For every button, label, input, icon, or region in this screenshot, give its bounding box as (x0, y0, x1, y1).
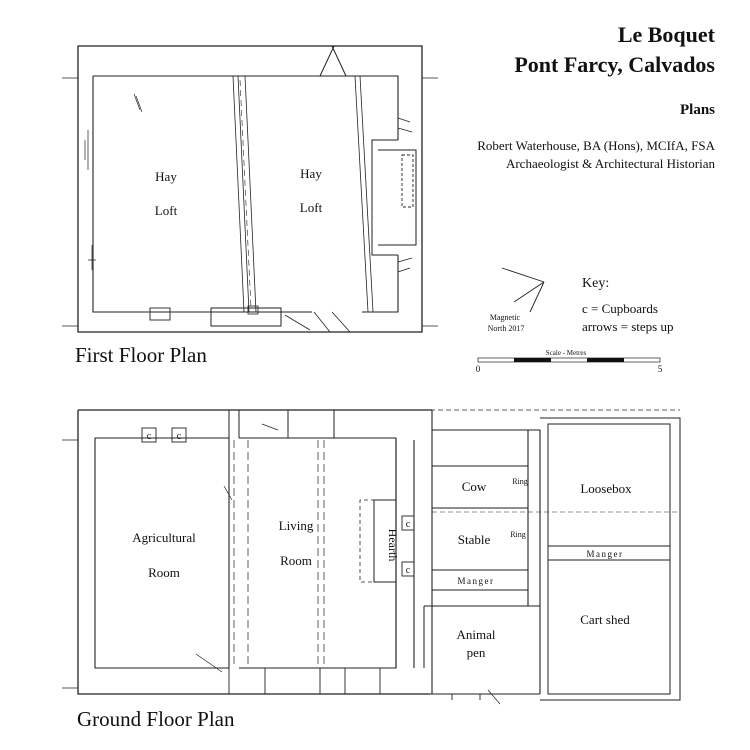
scale-bar-black-2 (587, 358, 624, 362)
room-living-line2: Room (280, 553, 312, 568)
first-floor-ext-ticks (62, 78, 438, 326)
room-loosebox: Loosebox (580, 481, 632, 496)
ground-south-openings (229, 668, 480, 700)
scale-bar-frame (478, 358, 660, 362)
author-name: Robert Waterhouse, BA (Hons), MCIfA, FSA (477, 138, 715, 153)
manger-right: Manger (586, 549, 624, 559)
first-floor-left-step-arrow (134, 94, 142, 112)
east-block-walls (540, 418, 680, 700)
cupboard-label-1: c (146, 431, 152, 442)
room-stable: Stable (457, 532, 491, 547)
scale-bar-title: Scale - Metres (545, 349, 587, 357)
room-agricultural-line1: Agricultural (132, 530, 196, 545)
cupboard-label-3: c (405, 519, 411, 530)
room-cow: Cow (461, 479, 487, 494)
north-arrow (488, 268, 544, 333)
scale-bar-start: 0 (475, 364, 481, 374)
scale-bar-end: 5 (657, 364, 663, 374)
ground-floor-ext-ticks (62, 440, 78, 688)
hay-loft-1-line2: Loft (154, 203, 178, 218)
first-floor-south-opening-2 (211, 308, 281, 326)
first-floor-truss-dashes (240, 80, 251, 308)
first-floor-south-opening-1 (150, 308, 170, 320)
first-floor-south-steps (285, 312, 350, 332)
north-arrow-icon (502, 268, 544, 312)
room-cart-shed: Cart shed (580, 612, 630, 627)
author-role: Archaeologist & Architectural Historian (505, 156, 715, 171)
north-arrow-label-2: North 2017 (487, 324, 525, 333)
title-line-2: Pont Farcy, Calvados (514, 52, 715, 77)
room-agricultural-line2: Room (148, 565, 180, 580)
key-title: Key: (582, 276, 610, 291)
hay-loft-1-line1: Hay (155, 169, 177, 184)
first-floor-plan (62, 46, 438, 332)
ground-floor-plan (62, 410, 680, 704)
first-floor-truss-2 (355, 76, 373, 312)
manger-left: Manger (457, 576, 495, 586)
north-arrow-label-1: Magnetic (489, 313, 521, 322)
first-floor-east-steps (398, 118, 412, 272)
key-arrows: arrows = steps up (582, 319, 674, 334)
stable-ring: Ring (510, 530, 526, 539)
cupboard-label-4: c (405, 565, 411, 576)
hearth-label: Hearth (386, 528, 400, 562)
first-floor-plan-label: First Floor Plan (75, 343, 207, 367)
living-room-walls (239, 438, 396, 668)
agricultural-room-walls (95, 438, 229, 668)
first-floor-east-window (402, 155, 413, 207)
hay-loft-2-line1: Hay (300, 166, 322, 181)
key-cupboards: c = Cupboards (582, 301, 658, 316)
cupboard-label-2: c (176, 431, 182, 442)
ground-floor-outer-wall (78, 410, 432, 694)
animal-pen-line1: Animal (456, 627, 496, 642)
scale-bar-black-1 (514, 358, 551, 362)
title-line-1: Le Boquet (617, 22, 715, 47)
scale-bar (476, 349, 663, 374)
first-floor-east-recess (372, 140, 416, 255)
living-room-top-wall (229, 410, 334, 438)
plans-subtitle: Plans (679, 102, 715, 118)
cow-ring: Ring (512, 477, 528, 486)
first-floor-truss-1 (233, 76, 256, 312)
first-floor-south-opening-3 (248, 306, 258, 314)
animal-pen-line2: pen (466, 645, 486, 660)
ground-floor-plan-label: Ground Floor Plan (77, 707, 235, 731)
first-floor-gable-notch (320, 46, 346, 76)
first-floor-west-details (85, 130, 96, 270)
room-living-line1: Living (278, 518, 314, 533)
hay-loft-2-line2: Loft (299, 200, 323, 215)
